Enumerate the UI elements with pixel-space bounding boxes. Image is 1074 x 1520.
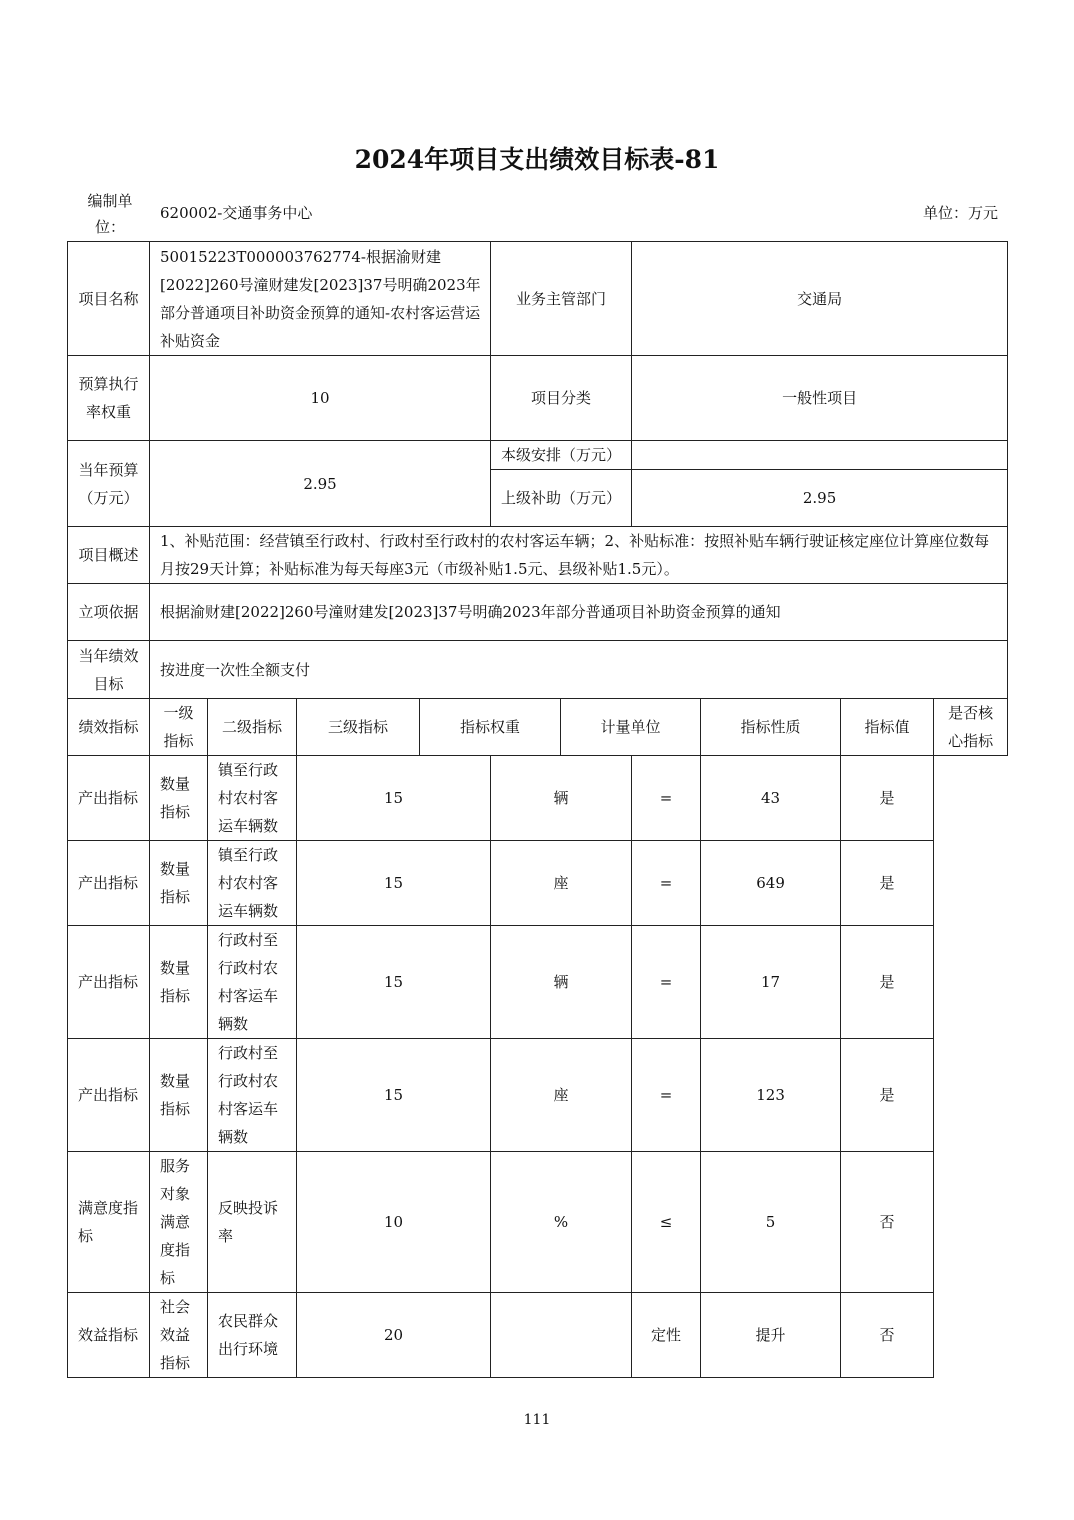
table-cell: =	[632, 841, 701, 926]
table-cell: 产出指标	[68, 1039, 150, 1152]
page-number: 111	[523, 1412, 551, 1428]
budget-value: 2.95	[150, 441, 491, 527]
table-cell: 649	[701, 841, 841, 926]
table-cell: 产出指标	[68, 756, 150, 841]
table-cell: ≤	[632, 1152, 701, 1293]
weight-value: 10	[150, 356, 491, 441]
table-row	[68, 1039, 1008, 1152]
table-cell: 数量指标	[150, 926, 208, 1039]
header-cell: 指标权重	[420, 699, 561, 756]
table-row	[68, 841, 1008, 926]
basis-value: 根据渝财建[2022]260号潼财建发[2023]37号明确2023年部分普通项目补助资金预算的通知	[150, 584, 1008, 641]
table-row	[68, 756, 1008, 841]
table-cell: 座	[491, 841, 632, 926]
local-value	[632, 441, 1008, 470]
table-cell: 镇至行政村农村客运车辆数	[208, 841, 297, 926]
table-cell: 行政村至行政村农村客运车辆数	[208, 926, 297, 1039]
header-cell: 指标性质	[701, 699, 841, 756]
table-cell: 产出指标	[68, 841, 150, 926]
table-cell: 17	[701, 926, 841, 1039]
table-cell: 是	[841, 841, 934, 926]
table-cell	[491, 1293, 632, 1378]
dept-label: 业务主管部门	[491, 242, 632, 356]
table-cell: 定性	[632, 1293, 701, 1378]
currency-unit: 单位：万元	[922, 204, 998, 222]
table-cell: 123	[701, 1039, 841, 1152]
page-title: 2024年项目支出绩效目标表-81	[354, 145, 720, 174]
table-cell: 15	[297, 1039, 491, 1152]
table-cell: 20	[297, 1293, 491, 1378]
table-cell: 是	[841, 1039, 934, 1152]
table-cell: 数量指标	[150, 1039, 208, 1152]
table-cell: 镇至行政村农村客运车辆数	[208, 756, 297, 841]
goal-label: 当年绩效目标	[68, 641, 150, 699]
basis-label: 立项依据	[68, 584, 150, 641]
project-name: 50015223T000003762774-根据渝财建[2022]260号潼财建发[2023]37号明确2023年部分普通项目补助资金预算的通知-农村客运营运补贴资金	[150, 242, 491, 356]
table-cell: =	[632, 756, 701, 841]
table-cell: 效益指标	[68, 1293, 150, 1378]
local-label: 本级安排（万元）	[491, 441, 632, 470]
table-cell: 数量指标	[150, 756, 208, 841]
table-cell: 农民群众出行环境	[208, 1293, 297, 1378]
header-cell: 是否核心指标	[934, 699, 1008, 756]
goal-value: 按进度一次性全额支付	[150, 641, 1008, 699]
table-cell: 是	[841, 926, 934, 1039]
table-cell: =	[632, 926, 701, 1039]
table-cell: 行政村至行政村农村客运车辆数	[208, 1039, 297, 1152]
table-cell: 15	[297, 841, 491, 926]
dept-value: 交通局	[632, 242, 1008, 356]
table-cell: 是	[841, 756, 934, 841]
table-cell: 否	[841, 1293, 934, 1378]
upper-value: 2.95	[632, 470, 1008, 527]
header-cell: 指标值	[841, 699, 934, 756]
category-value: 一般性项目	[632, 356, 1008, 441]
unit-value: 620002-交通事务中心	[160, 204, 313, 222]
header-cell: 计量单位	[561, 699, 701, 756]
table-row	[68, 926, 1008, 1039]
header-cell: 三级指标	[297, 699, 420, 756]
header-cell: 二级指标	[208, 699, 297, 756]
table-cell: 满意度指标	[68, 1152, 150, 1293]
table-cell: 社会效益指标	[150, 1293, 208, 1378]
table-cell: 辆	[491, 926, 632, 1039]
perf-label: 绩效指标	[68, 699, 150, 756]
metrics-header-row	[68, 699, 1008, 756]
table-cell: 反映投诉率	[208, 1152, 297, 1293]
table-row	[68, 1152, 1008, 1293]
table-cell: 15	[297, 756, 491, 841]
table-cell: %	[491, 1152, 632, 1293]
unit-label: 编制单位：	[87, 192, 133, 236]
table-cell: 10	[297, 1152, 491, 1293]
performance-table	[67, 241, 1008, 1378]
table-cell: =	[632, 1039, 701, 1152]
overview-value: 1、补贴范围：经营镇至行政村、行政村至行政村的农村客运车辆；2、补贴标准：按照补贴车辆行驶证核定座位计算座位数每月按29天计算；补贴标准为每天每座3元（市级补贴1.5元、县级补贴1.5元）。	[150, 527, 1008, 584]
project-name-label: 项目名称	[68, 242, 150, 356]
header-cell: 一级指标	[150, 699, 208, 756]
overview-label: 项目概述	[68, 527, 150, 584]
table-cell: 43	[701, 756, 841, 841]
table-cell: 座	[491, 1039, 632, 1152]
weight-label: 预算执行率权重	[68, 356, 150, 441]
table-cell: 否	[841, 1152, 934, 1293]
category-label: 项目分类	[491, 356, 632, 441]
table-cell: 产出指标	[68, 926, 150, 1039]
table-cell: 数量指标	[150, 841, 208, 926]
budget-label: 当年预算（万元）	[68, 441, 150, 527]
upper-label: 上级补助（万元）	[491, 470, 632, 527]
table-row	[68, 1293, 1008, 1378]
table-cell: 辆	[491, 756, 632, 841]
table-cell: 5	[701, 1152, 841, 1293]
table-cell: 服务对象满意度指标	[150, 1152, 208, 1293]
table-cell: 提升	[701, 1293, 841, 1378]
table-cell: 15	[297, 926, 491, 1039]
